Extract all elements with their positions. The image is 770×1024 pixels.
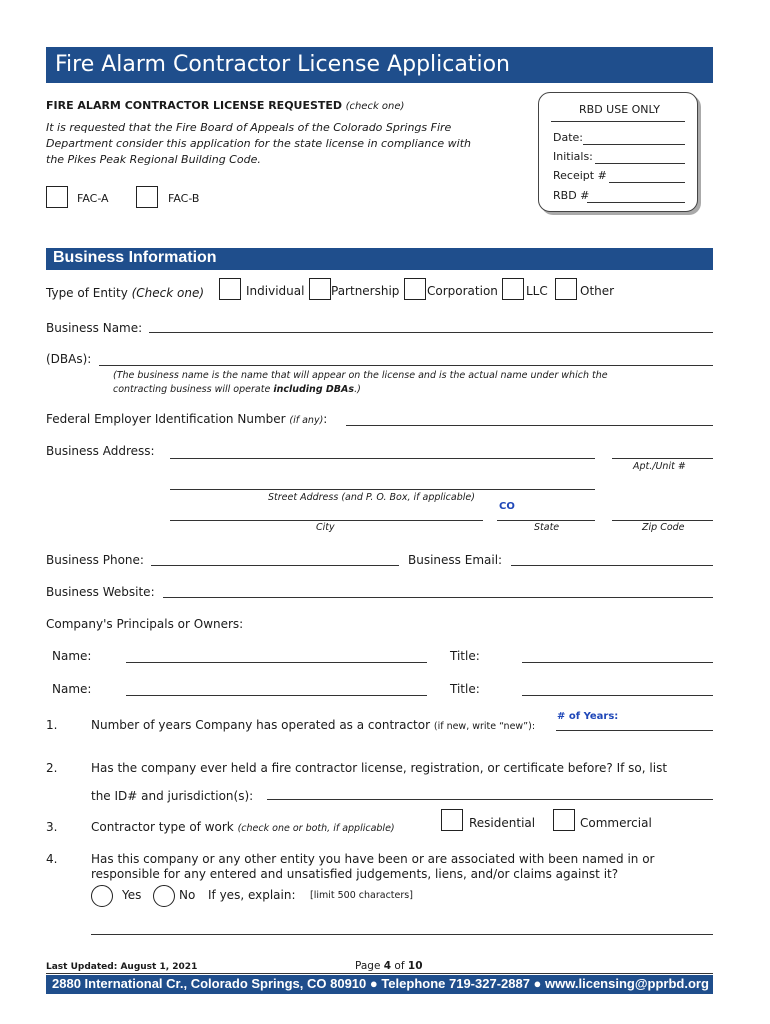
fein-label-colon: : [323,412,328,426]
explain-label: If yes, explain: [208,888,296,902]
question-4-text-2: responsible for any entered and unsatisfied judgements, liens, and/or claims against it? [91,867,619,881]
fac-a-label: FAC-A [77,192,109,205]
rbd-number-label: RBD # [553,189,590,202]
zip-label: Zip Code [642,522,685,533]
residential-checkbox[interactable] [441,809,463,831]
fein-field[interactable] [346,425,713,426]
business-name-field[interactable] [149,332,713,333]
apt-unit-label: Apt./Unit # [633,461,686,472]
rbd-initials-line[interactable] [595,163,685,164]
business-phone-field[interactable] [151,565,399,566]
business-email-label: Business Email: [408,553,503,567]
last-updated: Last Updated: August 1, 2021 [46,962,198,972]
desc-line: It is requested that the Fire Board of Appeals of the Colorado Springs Fire [46,121,452,134]
question-4-number: 4. [46,852,58,866]
rbd-date-label: Date: [553,131,583,144]
question-2-number: 2. [46,761,58,775]
footer-divider [46,973,713,974]
business-email-field[interactable] [511,565,713,566]
rbd-initials-label: Initials: [553,150,593,163]
rbd-box-title: RBD USE ONLY [579,103,660,116]
fein-label-note: (if any) [289,415,324,426]
zip-field[interactable] [612,520,713,521]
question-3-note: (check one or both, if applicable) [237,823,395,834]
business-website-field[interactable] [163,597,713,598]
explanation-field[interactable] [91,934,713,935]
state-field[interactable] [497,520,595,521]
entity-partnership-checkbox[interactable] [309,278,331,300]
page-prefix: Page [355,960,381,972]
years-field[interactable] [556,730,713,731]
state-value[interactable]: CO [499,501,515,512]
entity-llc-checkbox[interactable] [502,278,524,300]
license-requested-heading [46,99,404,112]
license-requested-title: FIRE ALARM CONTRACTOR LICENSE REQUESTED [46,99,343,112]
question-3-text [91,820,395,834]
page-current: 4 [383,960,392,972]
entity-label-text: Type of Entity [46,286,128,300]
page-title: Fire Alarm Contractor License Application [46,47,713,83]
principal-title-field[interactable] [522,662,713,663]
fac-a-checkbox[interactable] [46,186,68,208]
prior-license-field[interactable] [267,799,713,800]
entity-label-note: (Check one) [131,286,205,300]
question-2-text-2: the ID# and jurisdiction(s): [91,789,254,803]
principal-name-label: Name: [52,682,92,696]
entity-individual-checkbox[interactable] [219,278,241,300]
apt-unit-field[interactable] [612,458,713,459]
rbd-receipt-line[interactable] [609,182,685,183]
entity-llc-label: LLC [526,284,548,298]
yes-radio[interactable] [91,885,113,907]
rbd-receipt-label: Receipt # [553,169,607,182]
desc-line: the Pikes Peak Regional Building Code. [46,153,261,166]
explain-limit-note: [limit 500 characters] [310,890,413,901]
no-label: No [179,888,196,902]
license-requested-note: (check one) [345,101,405,112]
no-radio[interactable] [153,885,175,907]
desc-line: Department consider this application for the state license in compliance with [46,137,472,150]
principals-label: Company's Principals or Owners: [46,617,244,631]
business-phone-label: Business Phone: [46,553,144,567]
entity-corporation-checkbox[interactable] [404,278,426,300]
state-label: State [534,522,560,533]
question-1-text [91,718,535,732]
business-website-label: Business Website: [46,585,155,599]
entity-individual-label: Individual [246,284,305,298]
principal-title-label: Title: [450,682,480,696]
page-of: of [394,960,405,972]
dba-note-line: contracting business will operate [113,384,271,395]
street-address-field[interactable] [170,458,595,459]
rbd-use-only-box [538,92,698,212]
yes-label: Yes [122,888,142,902]
principal-name-field[interactable] [126,662,427,663]
fac-b-label: FAC-B [168,192,200,205]
question-3-label: Contractor type of work [91,820,234,834]
principal-title-field[interactable] [522,695,713,696]
fein-label [46,412,327,426]
fac-b-checkbox[interactable] [136,186,158,208]
entity-partnership-label: Partnership [331,284,400,298]
dba-note-bold: including DBAs [273,384,355,395]
street-address-field-2[interactable] [170,489,595,490]
rbd-number-line[interactable] [587,202,685,203]
business-information-header: Business Information [46,248,713,270]
question-3-number: 3. [46,820,58,834]
residential-label: Residential [469,816,536,830]
principal-title-label: Title: [450,649,480,663]
rbd-title-underline [551,121,685,122]
business-name-label: Business Name: [46,321,143,335]
years-field-label[interactable]: # of Years: [557,711,619,722]
dba-field[interactable] [99,365,713,366]
fein-label-text: Federal Employer Identification Number [46,412,286,426]
commercial-label: Commercial [580,816,652,830]
page-total: 10 [407,960,423,972]
city-field[interactable] [170,520,483,521]
dba-note-end: .) [354,384,361,395]
entity-corporation-label: Corporation [427,284,498,298]
question-1-note: (if new, write “new”): [433,721,536,732]
question-1-label: Number of years Company has operated as a contractor [91,718,431,732]
footer-contact-bar: 2880 International Cr., Colorado Springs, CO 80910 ● Telephone 719-327-2887 ● www.licensing@pprbd.org [46,975,713,994]
commercial-checkbox[interactable] [553,809,575,831]
dba-note [113,369,608,397]
question-4-text: Has this company or any other entity you have been or are associated with been named in or [91,852,655,866]
entity-other-label: Other [580,284,615,298]
principal-name-field[interactable] [126,695,427,696]
entity-other-checkbox[interactable] [555,278,577,300]
question-2-text: Has the company ever held a fire contractor license, registration, or certificate before? If so, list [91,761,668,775]
question-1-number: 1. [46,718,58,732]
dba-label: (DBAs): [46,352,92,366]
license-request-description [46,120,471,168]
street-address-label: Street Address (and P. O. Box, if applicable) [268,492,475,503]
business-address-label: Business Address: [46,444,155,458]
page-number [355,960,423,972]
dba-note-line: (The business name is the name that will appear on the license and is the actual name under which the [113,370,608,381]
city-label: City [316,522,335,533]
rbd-date-line[interactable] [583,144,685,145]
entity-type-label [46,286,204,300]
principal-name-label: Name: [52,649,92,663]
